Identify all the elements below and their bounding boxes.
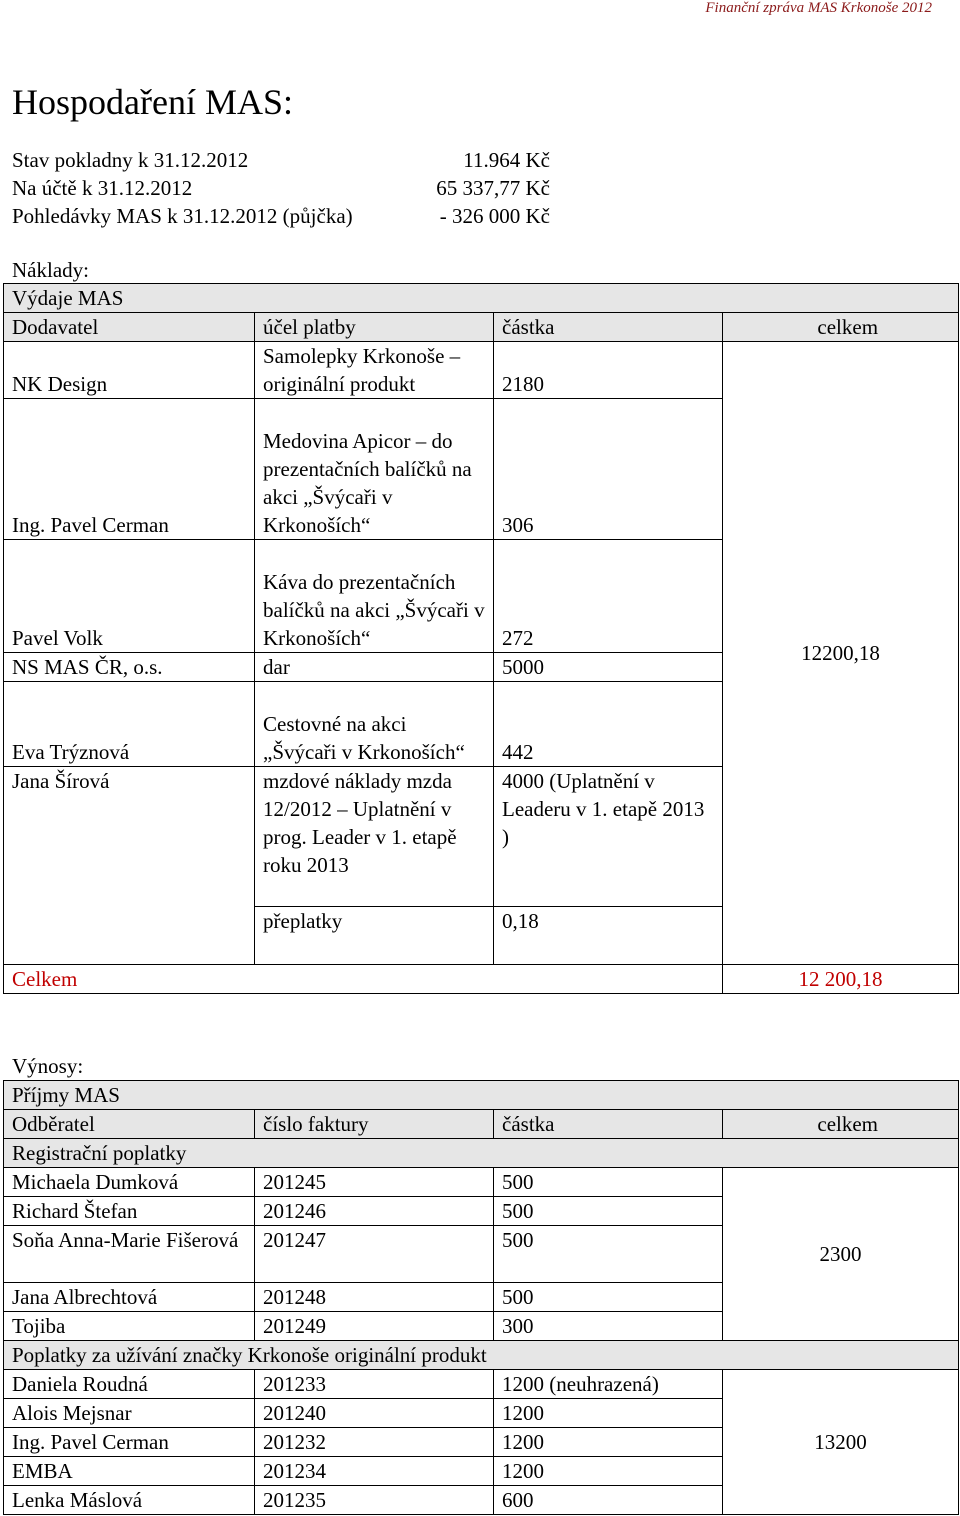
revenue-header-total: celkem (723, 1110, 959, 1139)
balance-value-cash: 11.964 Kč (463, 148, 550, 172)
costs-row-amount: 2180 (494, 342, 723, 399)
revenue-header-invoice: číslo faktury (255, 1110, 494, 1139)
costs-row-purpose: Cestovné na akci „Švýcaři v Krkonoších“ (255, 682, 494, 767)
running-header: Finanční zpráva MAS Krkonoše 2012 (705, 0, 932, 16)
revenue-header-customer: Odběratel (4, 1110, 255, 1139)
revenue-row-invoice: 201235 (255, 1486, 494, 1515)
costs-header-total: celkem (723, 313, 959, 342)
revenue-row-invoice: 201245 (255, 1168, 494, 1197)
costs-row-purpose: Samolepky Krkonoše – originální produkt (255, 342, 494, 399)
revenue-row-amount: 600 (494, 1486, 723, 1515)
revenue-row-invoice: 201249 (255, 1312, 494, 1341)
costs-label: Náklady: (12, 258, 89, 282)
revenue-row-customer: Alois Mejsnar (4, 1399, 255, 1428)
costs-section-title: Výdaje MAS (4, 284, 959, 313)
revenue-row-customer: Richard Štefan (4, 1197, 255, 1226)
revenue-row-amount: 300 (494, 1312, 723, 1341)
costs-table (3, 283, 959, 994)
revenue-table (3, 1080, 959, 1515)
revenue-row-customer: Daniela Roudná (4, 1370, 255, 1399)
revenue-section-title: Příjmy MAS (4, 1081, 959, 1110)
revenue-group-title: Registrační poplatky (4, 1139, 959, 1168)
revenue-group-total: 13200 (723, 1370, 959, 1515)
revenue-row-amount: 500 (494, 1226, 723, 1283)
revenue-row-amount: 500 (494, 1197, 723, 1226)
revenue-row-amount: 1200 (neuhrazená) (494, 1370, 723, 1399)
costs-grand-total-label: Celkem (4, 965, 723, 994)
revenue-row-amount: 500 (494, 1168, 723, 1197)
revenue-group-title: Poplatky za užívání značky Krkonoše originální produkt (4, 1341, 959, 1370)
costs-row-purpose: Medovina Apicor – do prezentačních balíčků na akci „Švýcaři v Krkonoších“ (255, 399, 494, 540)
costs-row-amount: 4000 (Uplatnění v Leaderu v 1. etapě 2013 ) (494, 767, 723, 907)
costs-row-amount: 306 (494, 399, 723, 540)
revenue-row-invoice: 201232 (255, 1428, 494, 1457)
revenue-row-invoice: 201233 (255, 1370, 494, 1399)
costs-row-purpose: Káva do prezentačních balíčků na akci „Švýcaři v Krkonoších“ (255, 540, 494, 653)
revenue-row-customer: Jana Albrechtová (4, 1283, 255, 1312)
costs-row-purpose: přeplatky (255, 907, 494, 965)
revenue-row-customer: Michaela Dumková (4, 1168, 255, 1197)
page-title: Hospodaření MAS: (12, 82, 293, 122)
costs-row-amount: 272 (494, 540, 723, 653)
revenue-group-total: 2300 (723, 1168, 959, 1341)
balance-value-receivables: - 326 000 Kč (439, 204, 550, 228)
costs-row-supplier: Eva Trýznová (4, 682, 255, 767)
balance-label-cash: Stav pokladny k 31.12.2012 (12, 148, 249, 172)
costs-header-supplier: Dodavatel (4, 313, 255, 342)
costs-row-amount: 5000 (494, 653, 723, 682)
revenue-header-amount: částka (494, 1110, 723, 1139)
revenue-row-invoice: 201246 (255, 1197, 494, 1226)
revenue-row-customer: Soňa Anna-Marie Fišerová (4, 1226, 255, 1283)
revenue-row-amount: 1200 (494, 1399, 723, 1428)
costs-header-purpose: účel platby (255, 313, 494, 342)
revenue-row-amount: 1200 (494, 1457, 723, 1486)
costs-row-purpose: dar (255, 653, 494, 682)
revenue-row-customer: Ing. Pavel Cerman (4, 1428, 255, 1457)
costs-row-amount: 0,18 (494, 907, 723, 965)
revenue-label: Výnosy: (12, 1054, 84, 1078)
costs-header-amount: částka (494, 313, 723, 342)
balance-label-receivables: Pohledávky MAS k 31.12.2012 (půjčka) (12, 204, 353, 228)
revenue-row-invoice: 201247 (255, 1226, 494, 1283)
costs-total-cell: 12200,18 (723, 342, 959, 965)
costs-grand-total-value: 12 200,18 (723, 965, 959, 994)
costs-row-supplier: NS MAS ČR, o.s. (4, 653, 255, 682)
revenue-row-customer: EMBA (4, 1457, 255, 1486)
balance-label-account: Na účtě k 31.12.2012 (12, 176, 193, 200)
revenue-row-customer: Tojiba (4, 1312, 255, 1341)
revenue-row-invoice: 201248 (255, 1283, 494, 1312)
balance-value-account: 65 337,77 Kč (436, 176, 550, 200)
costs-row-amount: 442 (494, 682, 723, 767)
revenue-row-invoice: 201240 (255, 1399, 494, 1428)
revenue-row-amount: 1200 (494, 1428, 723, 1457)
revenue-row-customer: Lenka Máslová (4, 1486, 255, 1515)
costs-row-supplier: Jana Šírová (4, 767, 255, 965)
revenue-row-invoice: 201234 (255, 1457, 494, 1486)
costs-row-supplier: NK Design (4, 342, 255, 399)
costs-row-supplier: Pavel Volk (4, 540, 255, 653)
costs-row-supplier: Ing. Pavel Cerman (4, 399, 255, 540)
revenue-row-amount: 500 (494, 1283, 723, 1312)
costs-row-purpose: mzdové náklady mzda 12/2012 – Uplatnění v prog. Leader v 1. etapě roku 2013 (255, 767, 494, 907)
